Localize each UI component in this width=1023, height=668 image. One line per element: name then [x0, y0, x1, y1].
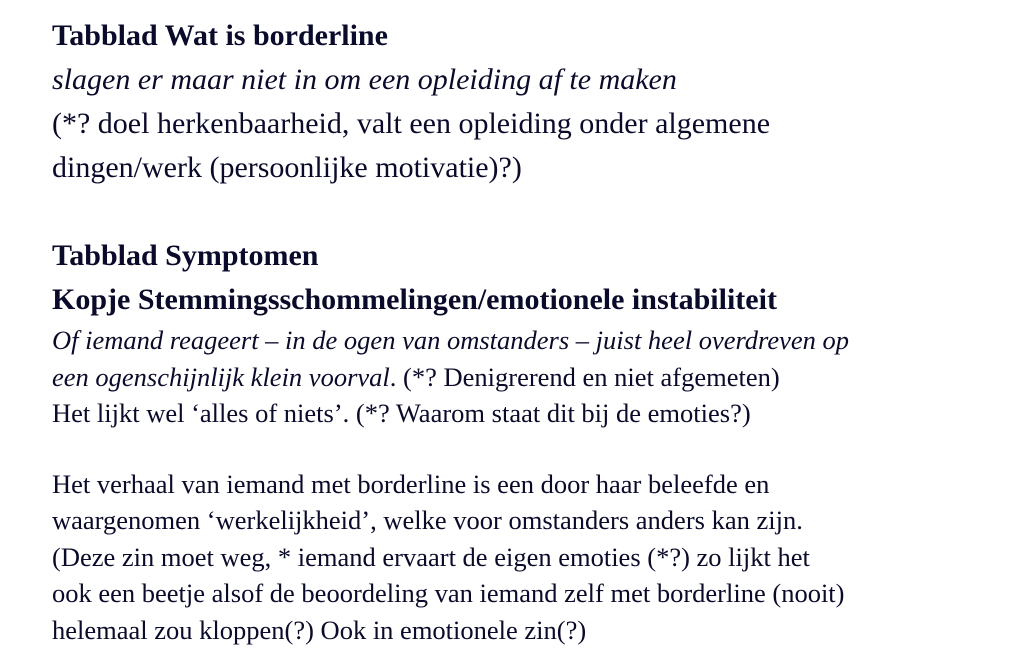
- section-symptomen: [52, 234, 1002, 432]
- comment-line: (*? doel herkenbaarheid, valt een opleiding onder algemene: [52, 107, 771, 140]
- comment-line: dingen/werk (persoonlijke motivatie)?): [52, 151, 522, 184]
- paragraph-line: ook een beetje alsof de beoordeling van iemand zelf met borderline (nooit): [52, 578, 845, 608]
- comment-text: . (*? Denigrerend en niet afgemeten): [389, 361, 780, 392]
- paragraph-line: helemaal zou kloppen(?) Ook in emotionele zin(?): [52, 614, 587, 645]
- mixed-line: [52, 359, 1002, 396]
- section-heading-symptomen: Tabblad Symptomen: [52, 239, 319, 272]
- spacer: [52, 190, 1002, 234]
- paragraph-line: Het verhaal van iemand met borderline is een door haar beleefde en: [52, 468, 770, 499]
- section-wat-is-borderline: [52, 14, 1002, 190]
- quoted-text: Of iemand reageert – in de ogen van omstanders – juist heel overdreven op: [52, 325, 850, 355]
- section-heading-wat-is-borderline: Tabblad Wat is borderline: [52, 19, 388, 52]
- quoted-text: slagen er maar niet in om een opleiding af te maken: [52, 63, 677, 96]
- quoted-text: een ogenschijnlijk klein voorval: [52, 361, 390, 392]
- spacer: [52, 432, 1002, 466]
- paragraph-line: waargenomen ‘werkelijkheid’, welke voor omstanders anders kan zijn.: [52, 505, 803, 535]
- paragraph-line: (Deze zin moet weg, * iemand ervaart de eigen emoties (*?) zo lijkt het: [52, 541, 810, 572]
- document-body: [52, 14, 1002, 648]
- subheading-stemmingsschommelingen: Kopje Stemmingsschommelingen/emotionele instabiliteit: [52, 283, 777, 316]
- paragraph-verhaal: [52, 466, 1002, 649]
- comment-line: Het lijkt wel ‘alles of niets’. (*? Waarom staat dit bij de emoties?): [52, 398, 751, 428]
